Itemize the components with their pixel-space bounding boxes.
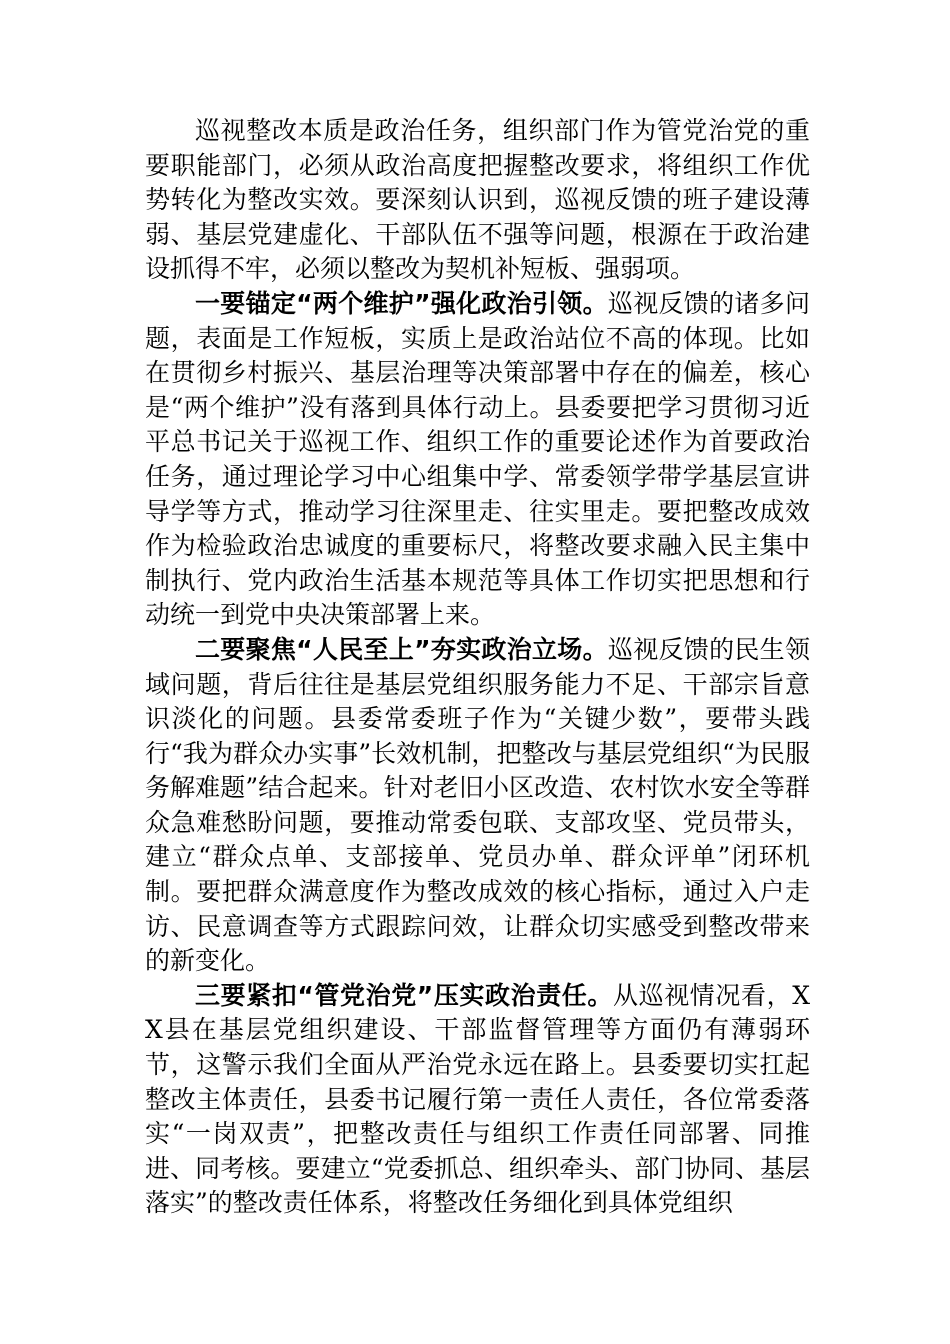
paragraph-text: 从巡视情况看，XX县在基层党组织建设、干部监督管理等方面仍有薄弱环节，这警示我们全面从严治党永远在路上。县委要切实扛起整改主体责任，县委书记履行第一责任人责任，各位常委落实“一岗双责”，把整改责任与组织工作责任同部署、同推进、同考核。要建立“党委抓总、组织牵头、部门协同、基层落实”的整改责任体系，将整改任务细化到具体党组织 <box>145 980 810 1218</box>
paragraph-point-2 <box>145 633 810 979</box>
paragraph-text: 巡视反馈的民生领域问题，背后往往是基层党组织服务能力不足、干部宗旨意识淡化的问题。县委常委班子作为“关键少数”，要带头践行“我为群众办实事”长效机制，把整改与基层党组织“为民服务解难题”结合起来。针对老旧小区改造、农村饮水安全等群众急难愁盼问题，要推动常委包联、支部攻坚、党员带头，建立“群众点单、支部接单、党员办单、群众评单”闭环机制。要把群众满意度作为整改成效的核心指标，通过入户走访、民意调查等方式跟踪问效，让群众切实感受到整改带来的新变化。 <box>145 634 810 976</box>
paragraph-lead: 三要紧扣“管党治党”压实政治责任。 <box>195 980 614 1010</box>
paragraph-lead: 二要聚焦“人民至上”夯实政治立场。 <box>195 634 608 664</box>
document-body <box>145 114 810 1221</box>
paragraph-intro <box>145 114 810 287</box>
paragraph-text: 巡视整改本质是政治任务，组织部门作为管党治党的重要职能部门，必须从政治高度把握整改要求，将组织工作优势转化为整改实效。要深刻认识到，巡视反馈的班子建设薄弱、基层党建虚化、干部队伍不强等问题，根源在于政治建设抓得不牢，必须以整改为契机补短板、强弱项。 <box>145 116 810 284</box>
paragraph-point-1 <box>145 287 810 633</box>
paragraph-lead: 一要锚定“两个维护”强化政治引领。 <box>195 288 608 318</box>
paragraph-text: 巡视反馈的诸多问题，表面是工作短板，实质上是政治站位不高的体现。比如在贯彻乡村振兴、基层治理等决策部署中存在的偏差，核心是“两个维护”没有落到具体行动上。县委要把学习贯彻习近平总书记关于巡视工作、组织工作的重要论述作为首要政治任务，通过理论学习中心组集中学、常委领学带学基层宣讲导学等方式，推动学习往深里走、往实里走。要把整改成效作为检验政治忠诚度的重要标尺，将整改要求融入民主集中制执行、党内政治生活基本规范等具体工作切实把思想和行动统一到党中央决策部署上来。 <box>145 288 810 630</box>
paragraph-point-3 <box>145 979 810 1221</box>
